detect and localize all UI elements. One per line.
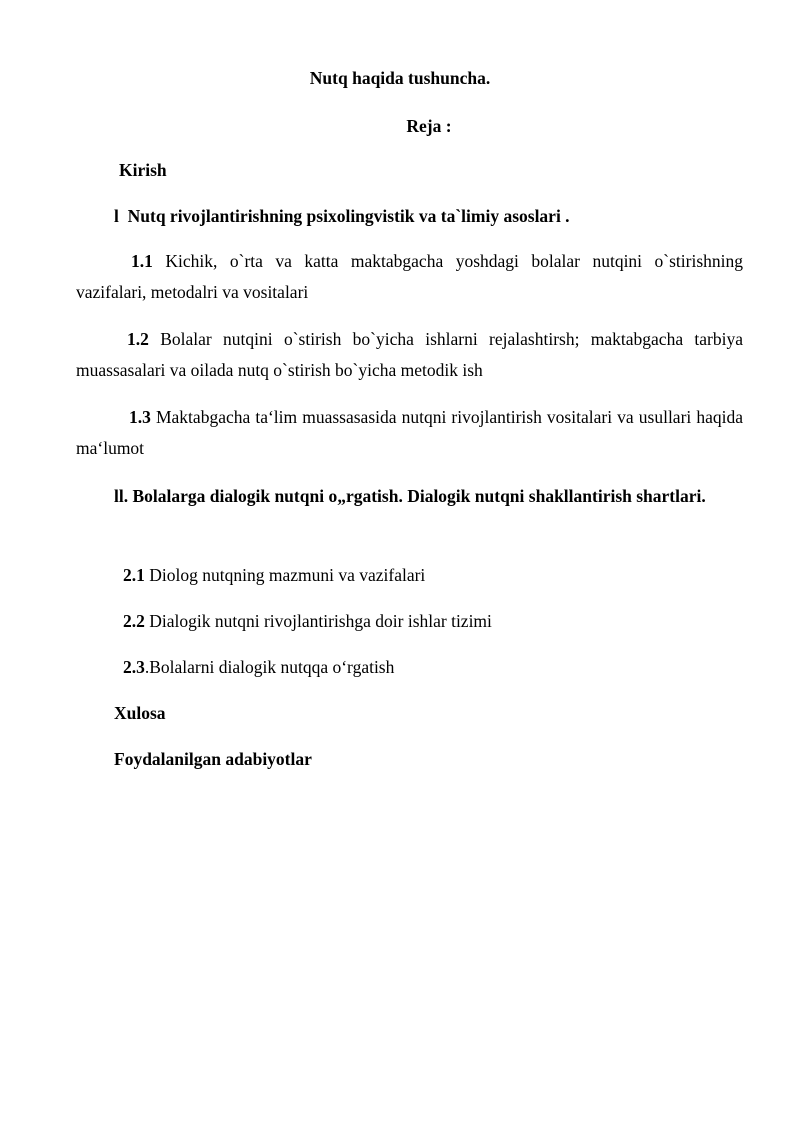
section-text: Kichik, o`rta va katta maktabgacha yoshdagi bolalar nutqini o`stirishning vazifalari, metodalri va vositalari [76,251,744,302]
section-number: 1.3 [129,407,151,427]
section-number: 2.2 [123,611,145,631]
chapter1-heading [114,205,570,227]
chapter2-title: Bolalarga dialogik nutqni o„rgatish. Dialogik nutqni shakllantirish shartlari. [132,486,706,506]
section-text: Dialogik nutqni rivojlantirishga doir ishlar tizimi [149,611,492,631]
section-1-3 [76,402,743,464]
section-text: Bolalar nutqini o`stirish bo`yicha ishlarni rejalashtirsh; maktabgacha tarbiya muassasalari va oilada nutq o`stirish bo`yicha metodik ish [76,329,744,380]
chapter1-marker: l [114,206,119,226]
section-text: Diolog nutqning mazmuni va vazifalari [149,565,426,585]
chapter2-heading [76,481,743,512]
intro-heading: Kirish [119,160,167,180]
section-number: 2.3 [123,657,145,677]
section-2-2 [123,610,492,632]
document-title: Nutq haqida tushuncha. [309,68,491,88]
section-2-1 [123,564,425,586]
conclusion-heading: Xulosa [114,703,166,723]
plan-heading: Reja : [406,116,452,136]
section-number: 2.1 [123,565,145,585]
section-number: 1.1 [131,251,153,271]
chapter2-marker: ll. [114,486,129,506]
references-heading: Foydalanilgan adabiyotlar [114,749,312,769]
section-2-3 [123,656,394,678]
section-text: .Bolalarni dialogik nutqqa o‘rgatish [144,657,395,677]
chapter1-title: Nutq rivojlantirishning psixolingvistik va ta`limiy asoslari . [127,206,570,226]
section-text: Maktabgacha ta‘lim muassasasida nutqni rivojlantirish vositalari va usullari haqida ma‘lumot [76,407,744,458]
section-1-1 [76,246,743,308]
section-number: 1.2 [127,329,149,349]
section-1-2 [76,324,743,386]
